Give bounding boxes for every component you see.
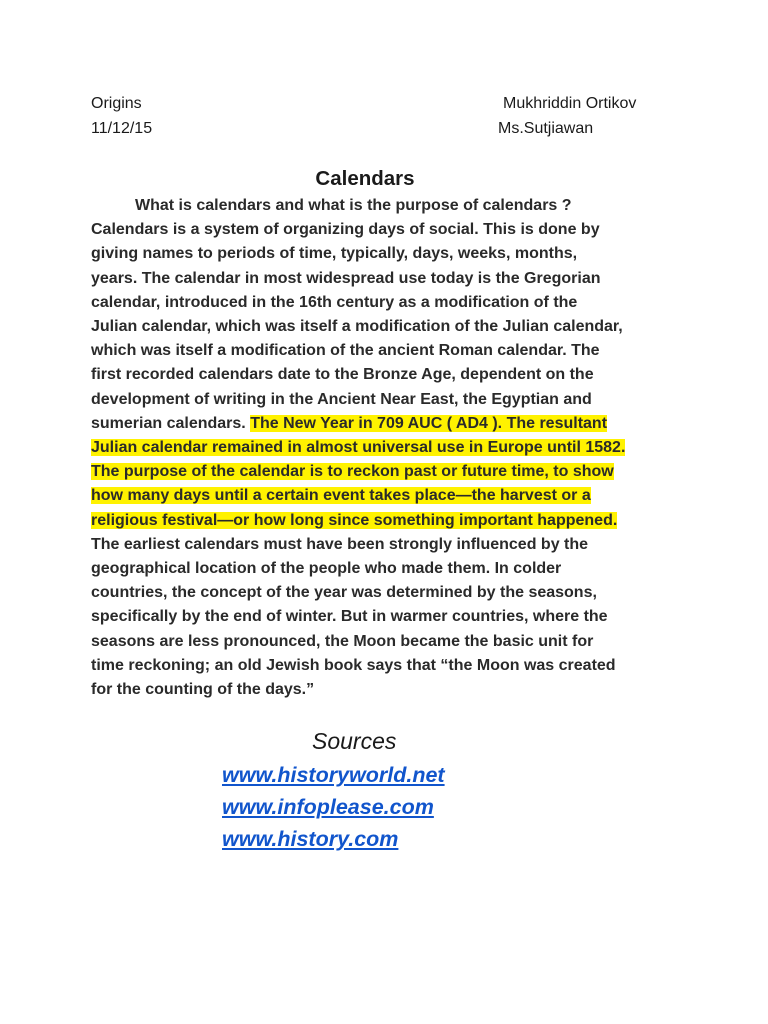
source-link-infoplease[interactable]: www.infoplease.com [222, 795, 434, 819]
highlighted-text: The purpose of the calendar is to reckon past or future time, to show [91, 463, 614, 481]
essay-text: sumerian calendars. [91, 414, 251, 432]
essay-line: years. The calendar in most widespread use today is the Gregorian [91, 269, 601, 287]
highlighted-text: The New Year in 709 AUC ( AD4 ). The resultant [250, 414, 608, 432]
essay-line: What is calendars and what is the purpose of calendars ? [135, 197, 572, 214]
essay-line: development of writing in the Ancient Near East, the Egyptian and [91, 390, 592, 408]
essay-line: time reckoning; an old Jewish book says that “the Moon was created [91, 656, 616, 674]
essay-line: specifically by the end of winter. But in warmer countries, where the [91, 608, 608, 626]
essay-line: which was itself a modification of the ancient Roman calendar. The [91, 342, 600, 360]
essay-body [91, 194, 691, 702]
essay-line: countries, the concept of the year was determined by the seasons, [91, 584, 597, 602]
essay-line: The earliest calendars must have been strongly influenced by the [91, 535, 589, 553]
document-title: Calendars [315, 167, 415, 190]
teacher-name: Ms.Sutjiawan [498, 120, 594, 137]
course-name: Origins [91, 95, 142, 112]
highlighted-text: religious festival—or how long since something important happened. [91, 511, 618, 529]
sources-heading: Sources [312, 728, 397, 754]
sources-list [222, 759, 445, 855]
essay-line: first recorded calendars date to the Bronze Age, dependent on the [91, 366, 594, 384]
essay-line: for the counting of the days.” [91, 681, 315, 699]
essay-line [91, 436, 691, 460]
source-link-history[interactable]: www.history.com [222, 827, 399, 851]
highlighted-text: how many days until a certain event takes place—the harvest or a [91, 487, 591, 505]
essay-line: seasons are less pronounced, the Moon became the basic unit for [91, 632, 594, 650]
essay-line [91, 460, 691, 484]
source-link-historyworld[interactable]: www.historyworld.net [222, 763, 445, 787]
highlighted-text: Julian calendar remained in almost universal use in Europe until 1582. [91, 439, 626, 457]
essay-line [91, 484, 691, 508]
essay-line: Julian calendar, which was itself a modification of the Julian calendar, [91, 318, 623, 336]
essay-line [91, 509, 691, 533]
date: 11/12/15 [91, 120, 153, 137]
essay-line: giving names to periods of time, typically, days, weeks, months, [91, 245, 578, 263]
essay-line: Calendars is a system of organizing days of social. This is done by [91, 221, 600, 239]
essay-line [91, 412, 691, 436]
essay-line: geographical location of the people who made them. In colder [91, 560, 562, 578]
author-name: Mukhriddin Ortikov [503, 95, 637, 112]
essay-line: calendar, introduced in the 16th century as a modification of the [91, 293, 578, 311]
